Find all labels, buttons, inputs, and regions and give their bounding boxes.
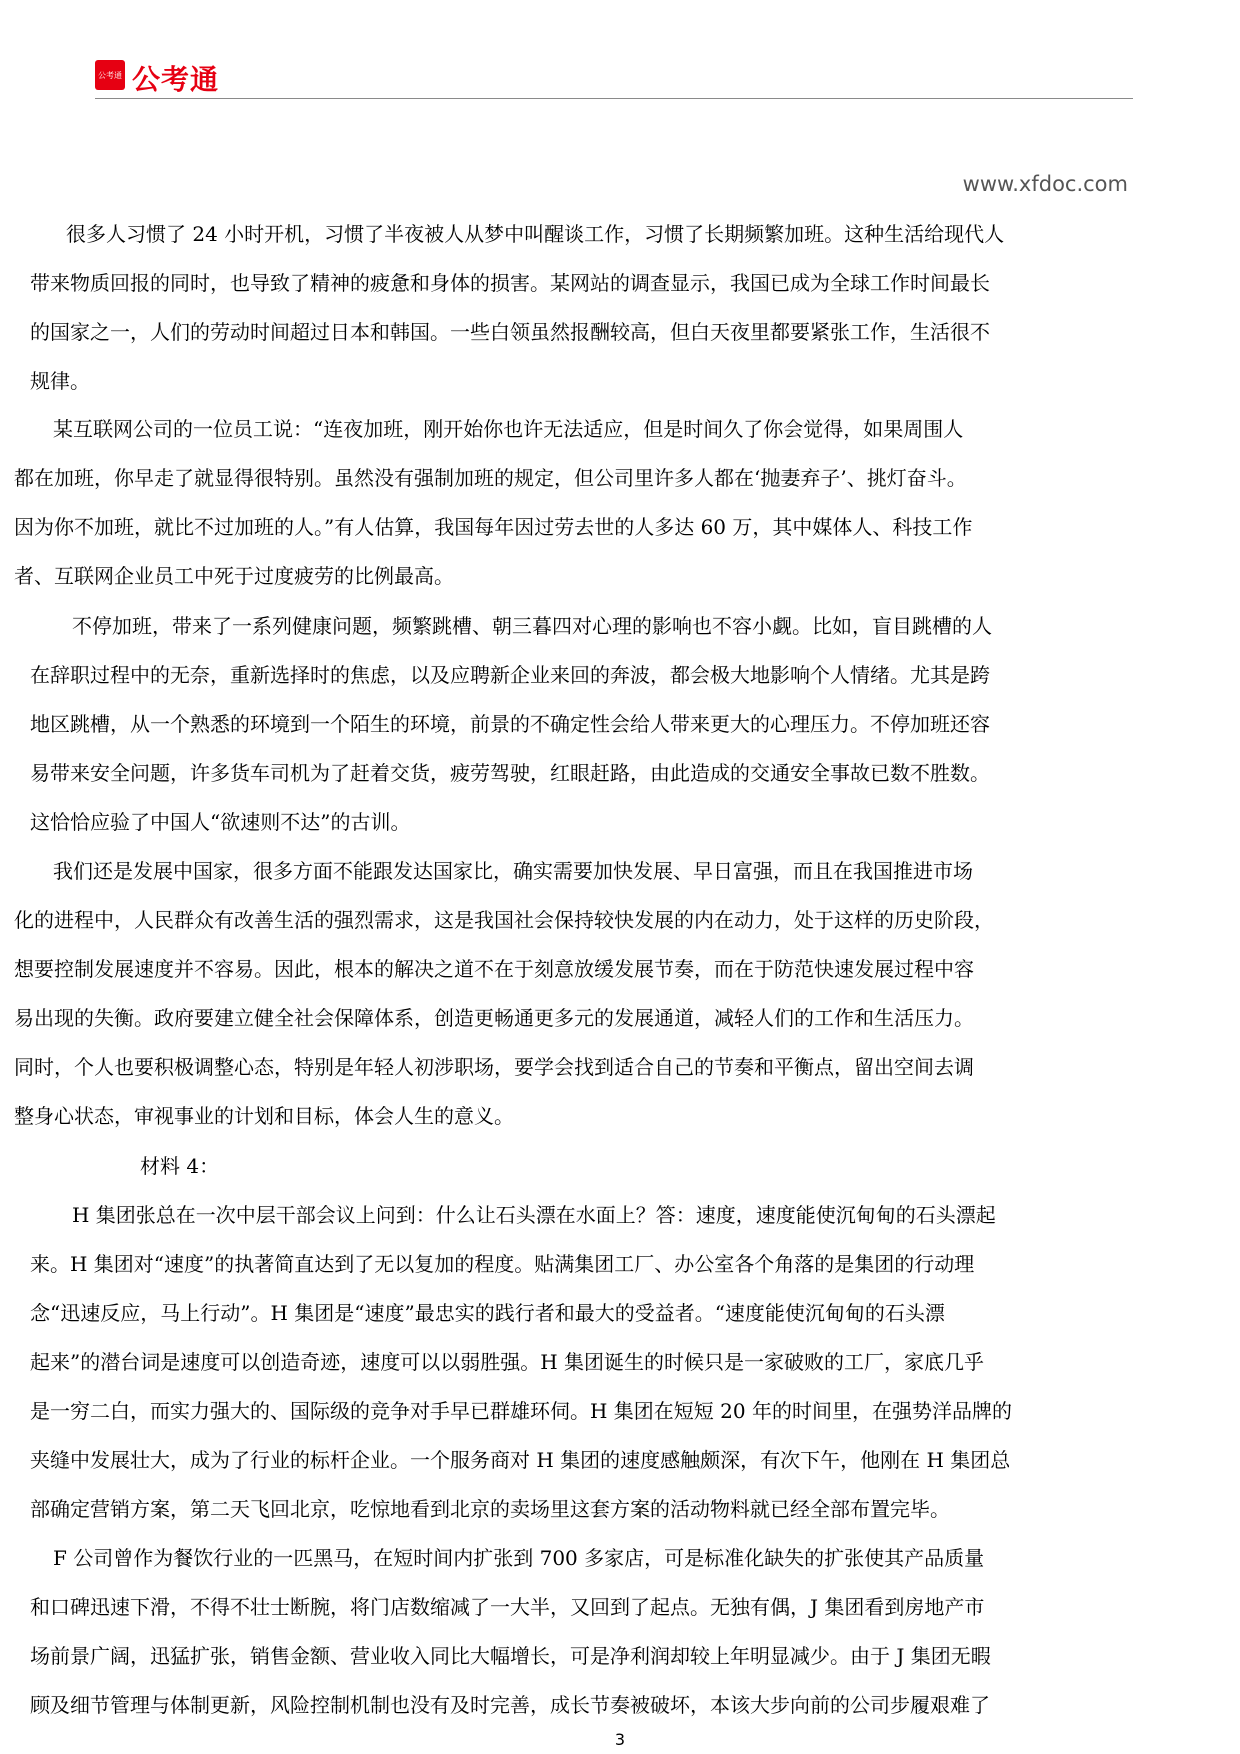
text-line: 夹缝中发展壮大，成为了行业的标杆企业。一个服务商对 H 集团的速度感触颇深，有次下午，他刚在 H 集团总 <box>30 1448 1011 1472</box>
text-line: 来。H 集团对“速度”的执著简直达到了无以复加的程度。贴满集团工厂、办公室各个角落的是集团的行动理 <box>30 1252 975 1276</box>
text-line: 的国家之一，人们的劳动时间超过日本和韩国。一些白领虽然报酬较高，但白天夜里都要紧张工作，生活很不 <box>30 320 990 344</box>
text-line: 这恰恰应验了中国人“欲速则不达”的古训。 <box>30 810 411 834</box>
text-line: 地区跳槽，从一个熟悉的环境到一个陌生的环境，前景的不确定性会给人带来更大的心理压力。不停加班还容 <box>30 712 990 736</box>
text-line: 整身心状态，审视事业的计划和目标，体会人生的意义。 <box>14 1104 514 1128</box>
text-line: 很多人习惯了 24 小时开机，习惯了半夜被人从梦中叫醒谈工作，习惯了长期频繁加班。这种生活给现代人 <box>66 222 1005 246</box>
logo-icon: 公考通 <box>95 60 125 90</box>
text-line: F 公司曾作为餐饮行业的一匹黑马，在短时间内扩张到 700 多家店，可是标准化缺失的扩张使其产品质量 <box>53 1546 985 1570</box>
text-line: 在辞职过程中的无奈，重新选择时的焦虑，以及应聘新企业来回的奔波，都会极大地影响个人情绪。尤其是跨 <box>30 663 990 687</box>
logo-text: 公考通 <box>132 63 220 96</box>
text-line: 易出现的失衡。政府要建立健全社会保障体系，创造更畅通更多元的发展通道，减轻人们的工作和生活压力。 <box>14 1006 974 1030</box>
page-number: 3 <box>614 1730 626 1749</box>
text-line: 场前景广阔，迅猛扩张，销售金额、营业收入同比大幅增长，可是净利润却较上年明显减少。由于 J 集团无暇 <box>30 1644 991 1668</box>
text-line: 想要控制发展速度并不容易。因此，根本的解决之道不在于刻意放缓发展节奏，而在于防范快速发展过程中容 <box>14 957 974 981</box>
page-header <box>95 58 1133 99</box>
text-line: 都在加班，你早走了就显得很特别。虽然没有强制加班的规定，但公司里许多人都在‘抛妻弃子’、挑灯奋斗。 <box>14 466 967 490</box>
text-line: 因为你不加班，就比不过加班的人。”有人估算，我国每年因过劳去世的人多达 60 万，其中媒体人、科技工作 <box>14 515 973 539</box>
text-line: 部确定营销方案，第二天飞回北京，吃惊地看到北京的卖场里这套方案的活动物料就已经全部布置完毕。 <box>30 1497 950 1521</box>
text-line: 是一穷二白，而实力强大的、国际级的竞争对手早已群雄环伺。H 集团在短短 20 年的时间里，在强势洋品牌的 <box>30 1399 1012 1423</box>
text-line: 易带来安全问题，许多货车司机为了赶着交货，疲劳驾驶，红眼赶路，由此造成的交通安全事故已数不胜数。 <box>30 761 990 785</box>
text-line: 我们还是发展中国家，很多方面不能跟发达国家比，确实需要加快发展、早日富强，而且在我国推进市场 <box>53 859 973 883</box>
text-line: 同时，个人也要积极调整心态，特别是年轻人初涉职场，要学会找到适合自己的节奏和平衡点，留出空间去调 <box>14 1055 974 1079</box>
text-line: 起来”的潜台词是速度可以创造奇迹，速度可以以弱胜强。H 集团诞生的时候只是一家破败的工厂，家底几乎 <box>30 1350 985 1374</box>
text-line: 念“迅速反应，马上行动”。H 集团是“速度”最忠实的践行者和最大的受益者。“速度能使沉甸甸的石头漂 <box>30 1301 945 1325</box>
website-url: www.xfdoc.com <box>962 172 1128 196</box>
text-line: 化的进程中，人民群众有改善生活的强烈需求，这是我国社会保持较快发展的内在动力，处于这样的历史阶段， <box>14 908 994 932</box>
text-line: 某互联网公司的一位员工说：“连夜加班，刚开始你也许无法适应，但是时间久了你会觉得，如果周围人 <box>53 417 964 441</box>
text-line: 带来物质回报的同时，也导致了精神的疲惫和身体的损害。某网站的调查显示，我国已成为全球工作时间最长 <box>30 271 990 295</box>
text-line: 顾及细节管理与体制更新，风险控制机制也没有及时完善，成长节奏被破坏，本该大步向前的公司步履艰难了 <box>30 1693 990 1717</box>
text-line: H 集团张总在一次中层干部会议上问到：什么让石头漂在水面上？答：速度，速度能使沉甸甸的石头漂起 <box>72 1203 996 1227</box>
text-line: 材料 4： <box>140 1154 220 1178</box>
text-line: 不停加班，带来了一系列健康问题，频繁跳槽、朝三暮四对心理的影响也不容小觑。比如，盲目跳槽的人 <box>72 614 992 638</box>
text-line: 和口碑迅速下滑，不得不壮士断腕，将门店数缩减了一大半，又回到了起点。无独有偶，J 集团看到房地产市 <box>30 1595 985 1619</box>
text-line: 者、互联网企业员工中死于过度疲劳的比例最高。 <box>14 564 454 588</box>
text-line: 规律。 <box>30 369 90 393</box>
